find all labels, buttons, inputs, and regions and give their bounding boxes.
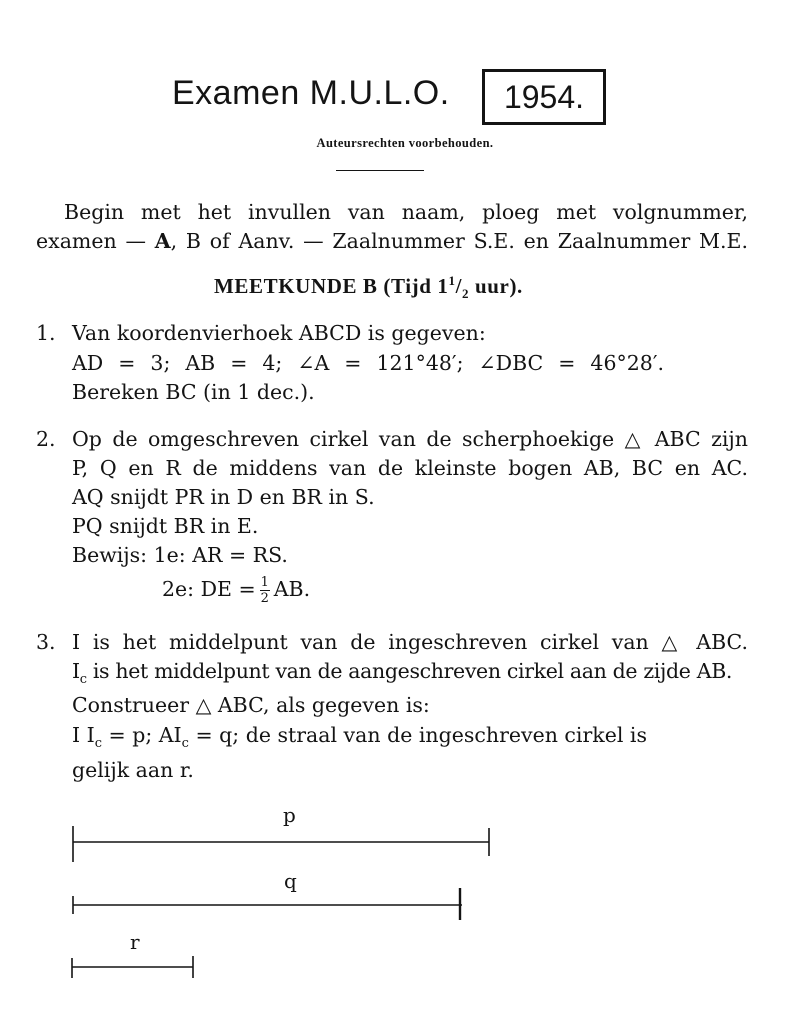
q2-line-5: Bewijs: 1e: AR = RS. (72, 543, 288, 567)
q2-line-3: AQ snijdt PR in D en BR in S. (72, 485, 375, 509)
segment-q-label: q (284, 869, 297, 893)
subject-heading: MEETKUNDE B (Tijd $1^1/_2$ uur). (214, 273, 523, 302)
q2-fraction-denominator: 2 (260, 591, 269, 606)
q1-line-2-text: AD = 3; AB = 4; ∠A = 121°48′; ∠DBC = 46°28′. (72, 351, 664, 375)
q3-line-5: gelijk aan r. (72, 758, 194, 782)
subject-suffix: uur). (469, 274, 523, 298)
q2-line-1: Op de omgeschreven cirkel van de scherphoekige △ ABC zijn (72, 427, 748, 451)
q2-fraction-numerator: 1 (260, 575, 269, 590)
q2-line-2: P, Q en R de middens van de kleinste bogen AB, BC en AC. (72, 456, 748, 480)
segment-r-label: r (130, 930, 140, 954)
instructions-line-2-prefix: examen — (36, 229, 155, 253)
q3-line-2-rest: is het middelpunt van de aangeschreven cirkel aan de zijde AB. (86, 659, 733, 683)
q3-number: 3. (36, 630, 56, 654)
instructions-line-1: Begin met het invullen van naam, ploeg met volgnummer, (64, 200, 748, 224)
q2-line-6-prefix: 2e: DE = (162, 577, 256, 601)
q2-line-6-suffix: AB. (273, 577, 311, 601)
q3-line-4-sub-2: c (181, 736, 189, 752)
subject-fraction-denominator: 2 (462, 286, 470, 302)
q1-line-1: Van koordenvierhoek ABCD is gegeven: (72, 321, 486, 345)
q2-line-4: PQ snijdt BR in E. (72, 514, 259, 538)
q3-line-4-a: I I (72, 723, 95, 747)
q3-line-2-subscript: c (79, 672, 87, 688)
q3-line-2-symbol: I (72, 659, 80, 683)
q3-line-3: Construeer △ ABC, als gegeven is: (72, 693, 430, 717)
copyright-notice: Auteursrechten voorbehouden. (316, 136, 494, 150)
exam-title: Examen M.U.L.O. (172, 74, 450, 112)
q2-number: 2. (36, 427, 56, 451)
q3-line-4-sub-1: c (94, 736, 102, 752)
q1-number: 1. (36, 321, 56, 345)
instructions-line-2-bold: A (154, 229, 171, 253)
q3-line-4-c: = q; de straal van de ingeschreven cirkel is (188, 723, 647, 747)
segment-p-label: p (283, 803, 296, 827)
q1-line-3: Bereken BC (in 1 dec.). (72, 380, 315, 404)
q3-line-1: I is het middelpunt van de ingeschreven cirkel van △ ABC. (72, 630, 748, 654)
subject-fraction-numerator: 1 (448, 273, 456, 288)
exam-year: 1954. (503, 79, 585, 115)
q3-line-4-b: = p; AI (102, 723, 182, 747)
subject-title: MEETKUNDE B (Tijd 1 (214, 274, 449, 298)
instructions-line-2-rest: , B of Aanv. — Zaalnummer S.E. en Zaalnummer M.E. (170, 229, 748, 253)
